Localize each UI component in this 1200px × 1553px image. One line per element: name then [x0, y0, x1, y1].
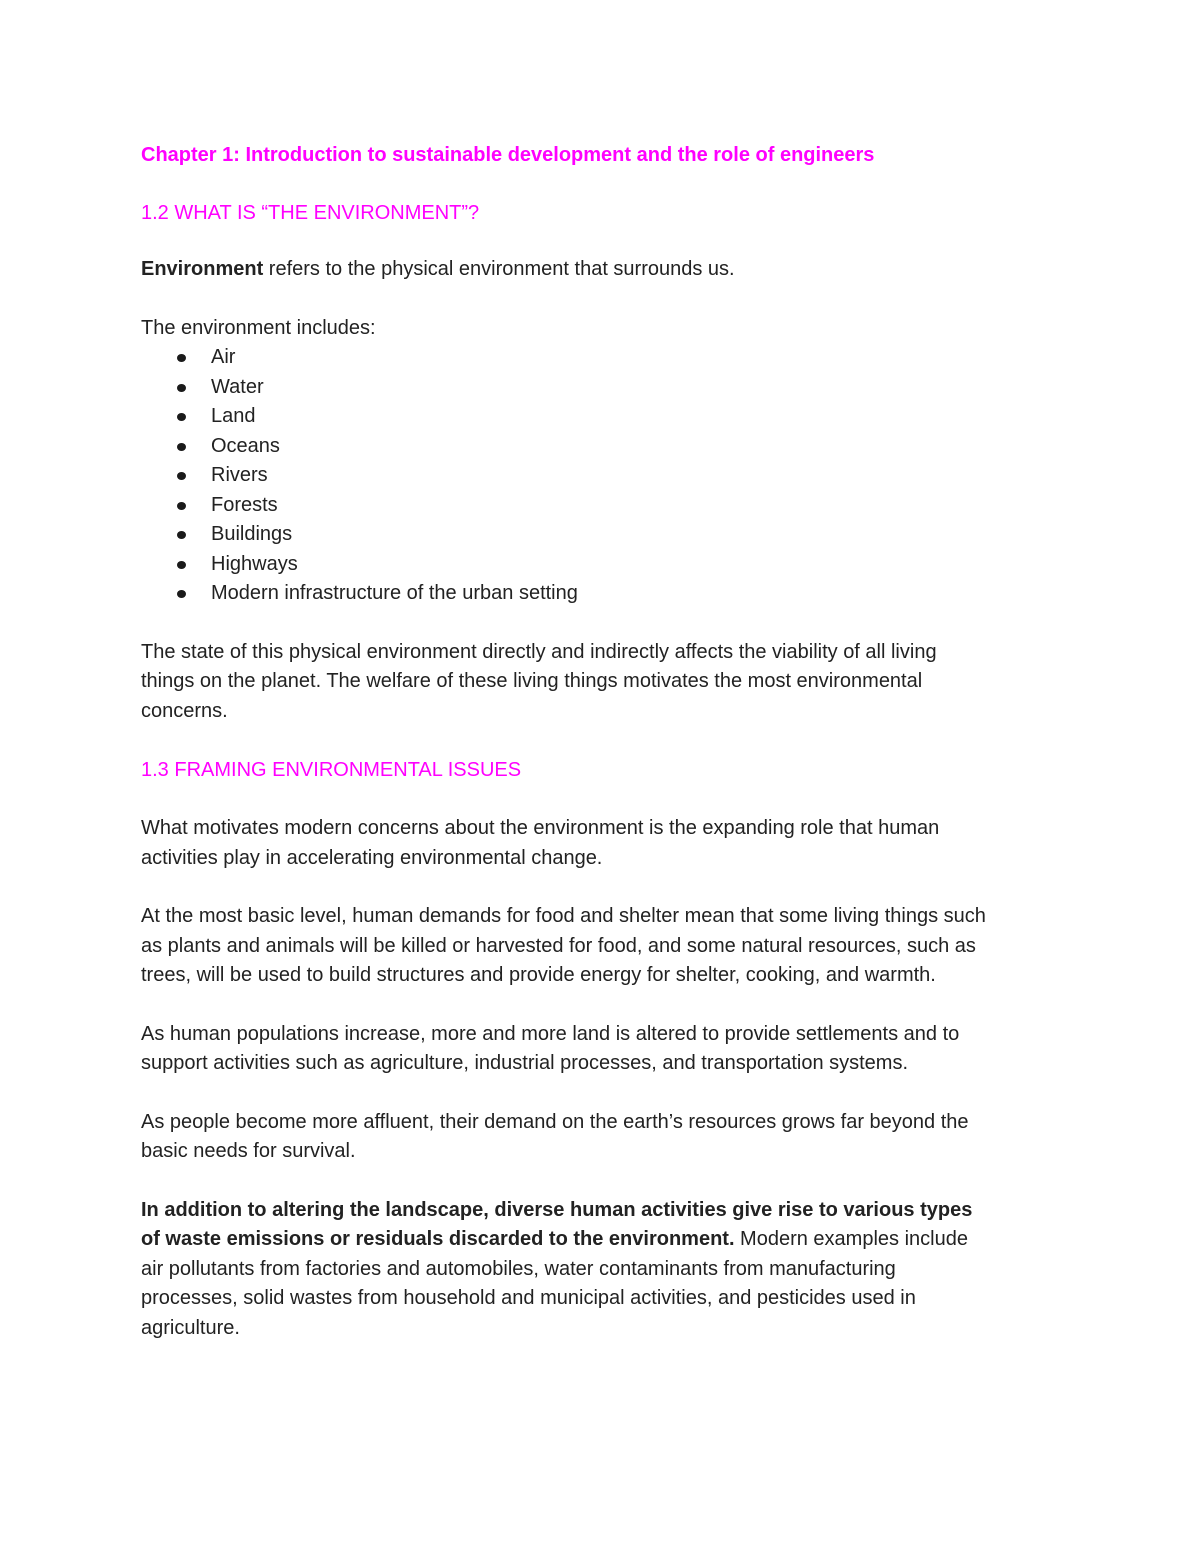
- list-item: Oceans: [141, 432, 1071, 462]
- bullet-icon: [177, 354, 186, 362]
- environment-state-paragraph: The state of this physical environment directly and indirectly affects the viability of all living things on the planet. The welfare of these living things motivates the most environmental concerns.: [141, 640, 937, 722]
- paragraph-motivation: What motivates modern concerns about the environment is the expanding role that human activities play in accelerating environmental change.: [141, 817, 940, 869]
- list-item: Rivers: [141, 461, 1071, 491]
- paragraph-waste-emissions: In addition to altering the landscape, diverse human activities give rise to various types of waste emissions or residuals discarded to the environment. Modern examples include air pollutants from factories and automobiles, water contaminants from manufacturing processes, solid wastes from household and municipal activities, and pesticides used in agriculture.: [141, 1198, 973, 1339]
- bullet-icon: [177, 502, 186, 510]
- bullet-icon: [177, 590, 186, 598]
- paragraph-basic-level: At the most basic level, human demands for food and shelter mean that some living things such as plants and animals will be killed or harvested for food, and some natural resources, such as trees, will be used to build structures and provide energy for shelter, cooking, and warmth.: [141, 905, 986, 986]
- bullet-icon: [177, 531, 186, 539]
- bullet-icon: [177, 472, 186, 480]
- environment-definition: [141, 255, 1071, 285]
- environment-list: [141, 343, 1071, 609]
- section-heading-1-2: 1.2 WHAT IS “THE ENVIRONMENT”?: [141, 202, 480, 224]
- paragraph-affluence: As people become more affluent, their demand on the earth’s resources grows far beyond the basic needs for survival.: [141, 1110, 969, 1162]
- paragraph-populations: As human populations increase, more and more land is altered to provide settlements and to support activities such as agriculture, industrial processes, and transportation systems.: [141, 1022, 960, 1074]
- list-item: Highways: [141, 550, 1071, 580]
- chapter-title: Chapter 1: Introduction to sustainable development and the role of engineers: [141, 144, 875, 166]
- bullet-icon: [177, 561, 186, 569]
- list-item: Water: [141, 373, 1071, 403]
- list-item: Air: [141, 343, 1071, 373]
- list-item: Modern infrastructure of the urban setting: [141, 579, 1071, 609]
- section-heading-1-3: 1.3 FRAMING ENVIRONMENTAL ISSUES: [141, 759, 522, 781]
- bullet-icon: [177, 384, 186, 392]
- list-item: Land: [141, 402, 1071, 432]
- list-item: Forests: [141, 491, 1071, 521]
- list-intro: The environment includes:: [141, 316, 376, 339]
- definition-text: refers to the physical environment that surrounds us.: [263, 258, 735, 280]
- definition-term: Environment: [141, 258, 264, 280]
- list-item: Buildings: [141, 520, 1071, 550]
- bullet-icon: [177, 443, 186, 451]
- bullet-icon: [177, 413, 186, 421]
- document-page: [141, 139, 1071, 1343]
